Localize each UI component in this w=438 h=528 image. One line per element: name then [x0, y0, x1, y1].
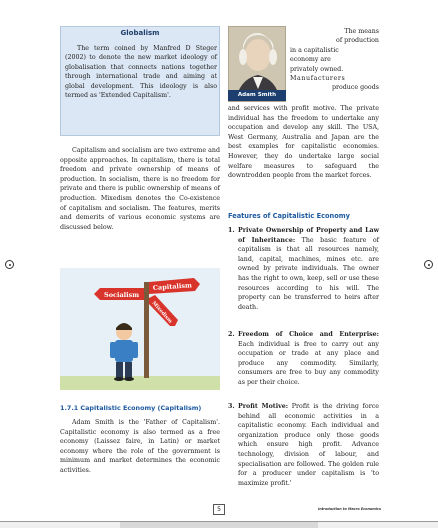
- globalism-box-text: The term coined by Manfred D Steger (2002) to denote the new market ideology of globalisation that connects nations together through international trade and aiming at global development. This ideology is also termed as 'Extended Capitalism'.: [65, 45, 217, 100]
- sign-capitalism-label: Capitalism: [152, 281, 193, 292]
- feature-number: 1.: [228, 227, 235, 234]
- bottom-strip: [120, 522, 318, 528]
- person-arm-left: [110, 342, 116, 358]
- page-number: 5: [213, 504, 225, 515]
- right-column-intro: [290, 27, 379, 93]
- portrait-wig-side-left: [239, 49, 247, 65]
- feature-body: [238, 330, 379, 388]
- crop-mark-left: [5, 260, 14, 269]
- capitalism-description-paragraph: and services with profit motive. The private individual has the freedom to undertake any occupation and develop any skill. The USA, West Germany, Australia and Japan are the best examples for capitalistic economies. However, they do undertake large social welfare measures to safeguard the downtrodden people from the market forces.: [228, 105, 379, 180]
- portrait-face: [245, 39, 271, 71]
- footer-book-title: Introduction to Macro Economics: [318, 507, 381, 511]
- intro-line-6: Manufacturers: [290, 75, 346, 83]
- person-leg-right: [125, 362, 132, 378]
- feature-text: The basic feature of capitalism is that all resources namely, land, capital, machines, mines etc. are owned by private individuals. The owner has the right to own, keep, sell or use these resources according to his will. The property can be transferred to heirs after death.: [238, 236, 379, 311]
- portrait-caption: Adam Smith: [228, 90, 286, 101]
- intro-line-1: The means: [344, 28, 379, 35]
- sign-socialism-label: Socialism: [104, 291, 140, 299]
- signpost-illustration: [60, 268, 220, 390]
- feature-title: Freedom of Choice and Enterprise:: [238, 331, 379, 338]
- feature-title: Profit Motive:: [238, 403, 289, 410]
- feature-body: [238, 226, 379, 312]
- intro-line-5: privately owned.: [290, 65, 344, 73]
- feature-item: [228, 330, 379, 388]
- globalism-box-title: Globalism: [120, 29, 160, 37]
- feature-body: [238, 402, 379, 488]
- portrait-wig-side-right: [269, 49, 277, 65]
- globalism-box: [60, 26, 220, 136]
- person-shirt: [115, 340, 133, 362]
- intro-line-2: of production: [336, 37, 379, 45]
- feature-item: [228, 226, 379, 312]
- crop-mark-right: [424, 260, 433, 269]
- person-shoe-left: [114, 377, 124, 381]
- features-heading: Features of Capitalistic Economy: [228, 212, 350, 220]
- capitalism-socialism-paragraph: Capitalism and socialism are two extreme and opposite approaches. In capitalism, there is total freedom and private ownership of means of production. In socialism, there is no freedom for private and there is public ownership of means of production. Mixedism denotes the Co-existence of capitalism and socialism. The features, merits and demerits of various economic systems are discussed below.: [60, 147, 220, 231]
- intro-line-7: produce goods: [331, 84, 379, 92]
- illustration-ground: [60, 376, 220, 390]
- person-arm-right: [132, 342, 138, 358]
- sign-mixedism-label: Mixedism: [150, 300, 174, 325]
- section-heading-capitalistic-economy: 1.7.1 Capitalistic Economy (Capitalism): [60, 404, 202, 412]
- feature-number: 2.: [228, 331, 235, 338]
- feature-text: Each individual is free to carry out any occupation or trade at any place and produce any commodity. Similarly, consumers are free to buy any commodity as per their choice.: [238, 340, 379, 386]
- feature-title: Private Ownership of Property and Law of Inheritance:: [238, 227, 379, 244]
- feature-number: 3.: [228, 403, 235, 410]
- person-shoe-right: [124, 377, 134, 381]
- signpost-pole: [144, 282, 149, 378]
- intro-line-4: economy are: [290, 56, 331, 64]
- person-leg-left: [116, 362, 123, 378]
- signpost-illustration-svg: [60, 268, 220, 390]
- feature-item: [228, 402, 379, 488]
- capitalistic-economy-paragraph: Adam Smith is the 'Father of Capitalism'. Capitalistic economy is also termed as a free economy (Laissez faire, in Latin) or market economy where the role of the government is minimum and market determines the economic activities.: [60, 419, 220, 474]
- feature-text: Profit is the driving force behind all economic activities in a capitalistic economy. Each individual and organization produce only those goods which ensure high profit. Advance technology, division of labour, and specialisation are followed. The golden rule for a producer under capitalism is 'to maximize profit.': [238, 403, 379, 487]
- intro-line-3: in a capitalistic: [290, 46, 339, 54]
